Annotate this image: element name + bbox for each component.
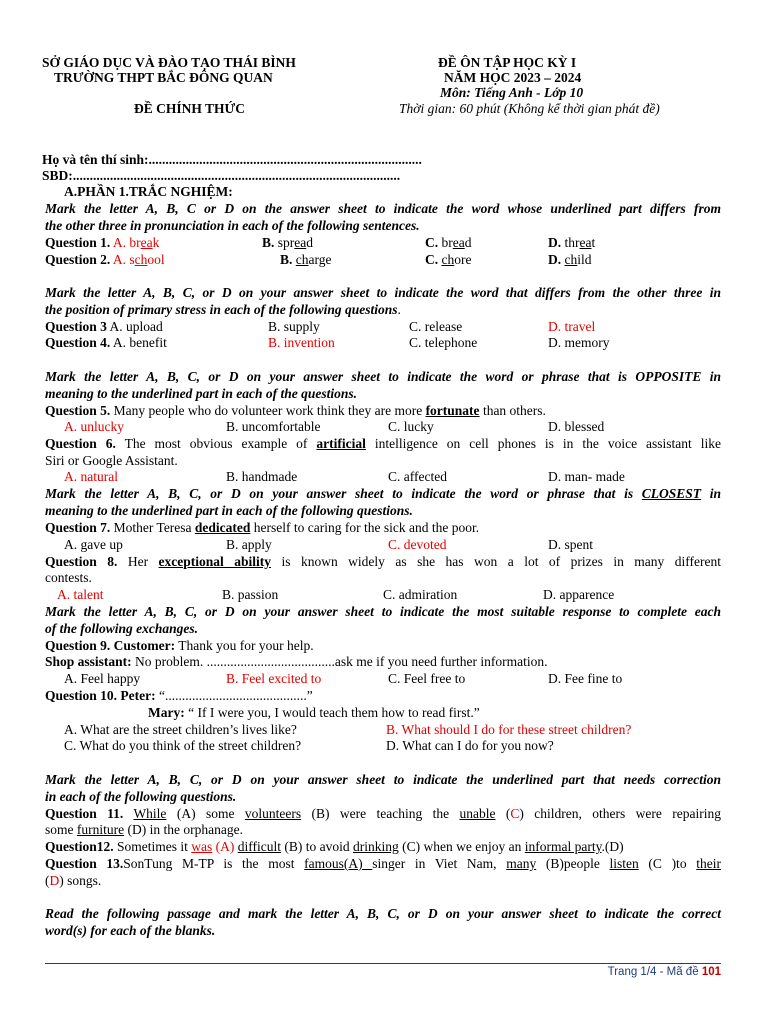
- instruction-error: Mark the letter A, B, C, or D on your answer sheet to indicate the underlined part that needs correction: [45, 772, 721, 787]
- question-6-line-2: Siri or Google Assistant.: [45, 453, 178, 468]
- option-b: B. spread: [262, 235, 313, 250]
- school-year: NĂM HỌC 2023 – 2024: [444, 70, 582, 85]
- option-b: B. uncomfortable: [226, 419, 321, 434]
- department-name: SỞ GIÁO DỤC VÀ ĐÀO TẠO THÁI BÌNH: [42, 55, 296, 70]
- instruction-error-2: in each of the following questions.: [45, 789, 237, 804]
- option-c: C. admiration: [383, 587, 458, 602]
- exam-title: ĐỀ ÔN TẬP HỌC KỲ I: [438, 55, 577, 70]
- option-d: D. threat: [548, 235, 596, 250]
- question-12: Question12. Sometimes it was (A) difficult (B) to avoid drinking (C) when we enjoy an informal party.(D): [45, 839, 624, 854]
- option-b: B. passion: [222, 587, 279, 602]
- school-name: TRƯỜNG THPT BẮC ĐÔNG QUAN: [54, 70, 273, 85]
- question-label: Question 2.: [45, 252, 111, 267]
- student-name-line: Họ và tên thí sinh:.................................................................................: [42, 152, 422, 167]
- option-d: D. Fee fine to: [548, 671, 623, 686]
- option-d: D. child: [548, 252, 592, 267]
- answer-c: C. devoted: [388, 537, 447, 552]
- section-title: A.PHẦN 1.TRẮC NGHIỆM:: [64, 184, 233, 199]
- question-8: Question 8. Her exceptional ability is known widely as she has won a lot of prizes in many different: [45, 554, 721, 569]
- option-c: C. Feel free to: [388, 671, 466, 686]
- answer-a: A. natural: [64, 469, 118, 484]
- option-c: C. release: [409, 319, 463, 334]
- question-label: Question 1.: [45, 235, 111, 250]
- option-b: B. supply: [268, 319, 320, 334]
- question-8-line-2: contests.: [45, 570, 92, 585]
- answer-b: B. Feel excited to: [226, 671, 322, 686]
- question-7: Question 7. Mother Teresa dedicated herself to caring for the sick and the poor.: [45, 520, 480, 535]
- question-2: [45, 252, 165, 268]
- option-b: B. charge: [280, 252, 332, 267]
- question-1: [45, 235, 159, 251]
- instruction-closest-2: meaning to the underlined part in each of the following questions.: [45, 503, 413, 518]
- footer-rule: [45, 963, 721, 964]
- question-11-line-2: some furniture (D) in the orphanage.: [45, 822, 243, 837]
- option-c: C. lucky: [388, 419, 434, 434]
- time-line: Thời gian: 60 phút (Không kể thời gian phát đề): [399, 101, 660, 116]
- answer-a: A. school: [112, 252, 165, 267]
- instruction-closest: Mark the letter A, B, C, or D on your answer sheet to indicate the word or phrase that is CLOSEST in: [45, 486, 722, 501]
- shop-assistant-line: Shop assistant: No problem. ......................................ask me if you need further information.: [45, 654, 548, 669]
- question-11: Question 11. While (A) some volunteers (B) were teaching the unable (C) children, others were repairing: [45, 806, 721, 821]
- mary-line: Mary: “ If I were you, I would teach them how to read first.”: [148, 705, 480, 720]
- subject-line: Môn: Tiếng Anh - Lớp 10: [440, 85, 584, 100]
- answer-b: B. What should I do for these street children?: [386, 722, 632, 737]
- instruction-pronunciation: Mark the letter A, B, C or D on the answer sheet to indicate the word whose underlined part differs from: [45, 201, 721, 216]
- instruction-reading: Read the following passage and mark the letter A, B, C, or D on your answer sheet to indicate the correct: [45, 906, 721, 921]
- question-13: Question 13.SonTung M-TP is the most famous(A) singer in Viet Nam, many (B)people listen (C )to their: [45, 856, 721, 871]
- answer-d: D. travel: [548, 319, 596, 334]
- question-9: Question 9. Customer: Thank you for your help.: [45, 638, 314, 653]
- option-d: D. spent: [548, 537, 593, 552]
- option-d: D. What can I do for you now?: [386, 738, 554, 753]
- option-c: C. chore: [425, 252, 472, 267]
- answer-a: A. break: [112, 235, 160, 250]
- instruction-stress-2: the position of primary stress in each of the following questions.: [45, 302, 401, 317]
- option-c: C. bread: [425, 235, 472, 250]
- instruction-response-2: of the following exchanges.: [45, 621, 199, 636]
- page-footer: Trang 1/4 - Mã đề 101: [607, 966, 721, 978]
- option-a: A. Feel happy: [64, 671, 141, 686]
- instruction-pronunciation-2: the other three in pronunciation in each of the following sentences.: [45, 218, 420, 233]
- option-c: C. telephone: [409, 335, 478, 350]
- option-d: D. blessed: [548, 419, 605, 434]
- instruction-stress: Mark the letter A, B, C, or D on your answer sheet to indicate the word that differs from the other three in: [45, 285, 721, 300]
- question-6: Question 6. The most obvious example of artificial intelligence on cell phones is in the voice assistant like: [45, 436, 721, 451]
- answer-a: A. talent: [57, 587, 104, 602]
- option-c: C. affected: [388, 469, 447, 484]
- option-d: D. man- made: [548, 469, 625, 484]
- answer-a: A. unlucky: [64, 419, 124, 434]
- instruction-reading-2: word(s) for each of the blanks.: [45, 923, 216, 938]
- question-4: Question 4. A. benefit: [45, 335, 167, 350]
- instruction-opposite-2: meaning to the underlined part in each of the questions.: [45, 386, 358, 401]
- option-d: D. apparence: [543, 587, 615, 602]
- option-b: B. apply: [226, 537, 272, 552]
- option-a: A. What are the street children’s lives like?: [64, 722, 297, 737]
- answer-b: B. invention: [268, 335, 335, 350]
- question-13-line-2: (D) songs.: [45, 873, 102, 888]
- question-5: Question 5. Many people who do volunteer work think they are more fortunate than others.: [45, 403, 546, 418]
- option-b: B. handmade: [226, 469, 298, 484]
- instruction-response: Mark the letter A, B, C, or D on your answer sheet to indicate the most suitable response to complete each: [45, 604, 721, 619]
- instruction-opposite: Mark the letter A, B, C, or D on your answer sheet to indicate the word or phrase that is OPPOSITE in: [45, 369, 721, 384]
- option-c: C. What do you think of the street children?: [64, 738, 302, 753]
- question-10: Question 10. Peter: “..........................................”: [45, 688, 313, 703]
- question-3: Question 3 A. upload: [45, 319, 163, 334]
- option-a: A. gave up: [64, 537, 123, 552]
- option-d: D. memory: [548, 335, 610, 350]
- student-id-line: SBD:.................................................................................................: [42, 168, 401, 183]
- official-label: ĐỀ CHÍNH THỨC: [134, 101, 246, 116]
